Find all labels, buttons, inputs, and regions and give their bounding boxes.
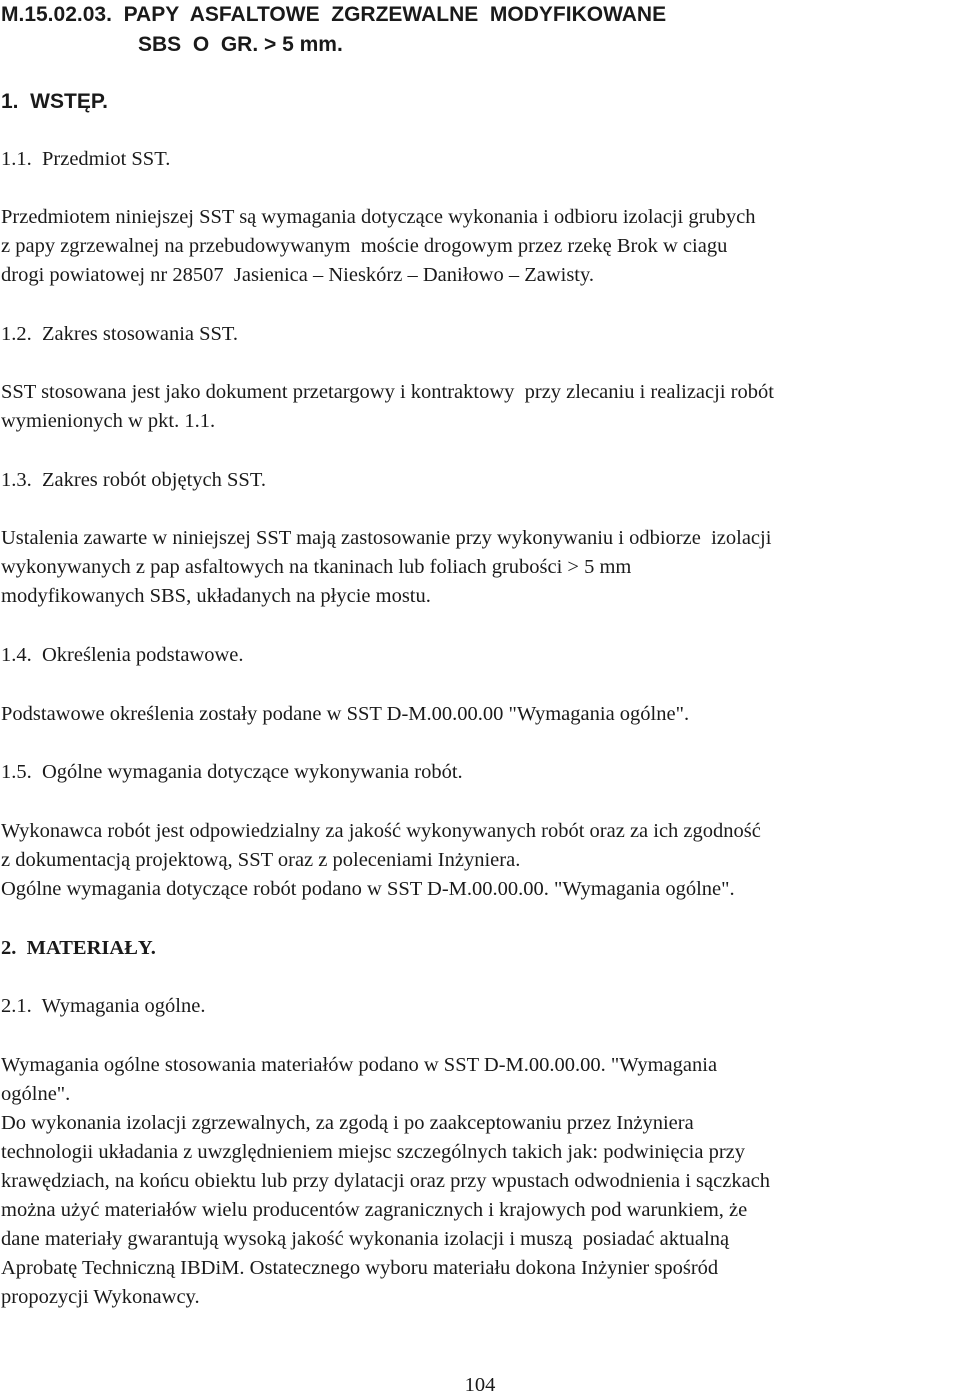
paragraph-line: z papy zgrzewalnej na przebudowywanym moście drogowym przez rzekę Brok w ciagu <box>1 235 728 257</box>
paragraph-line: Ogólne wymagania dotyczące robót podano w SST D-M.00.00.00. "Wymagania ogólne". <box>1 878 735 900</box>
paragraph-line: Aprobatę Techniczną IBDiM. Ostatecznego wyboru materiału dokona Inżynier spośród <box>1 1257 719 1279</box>
section-1-1-heading: 1.1. Przedmiot SST. <box>1 148 171 170</box>
section-1-4-heading: 1.4. Określenia podstawowe. <box>1 644 244 666</box>
paragraph-line: SST stosowana jest jako dokument przetargowy i kontraktowy przy zlecaniu i realizacji robót <box>1 381 774 403</box>
paragraph-line: technologii układania z uwzględnieniem miejsc szczególnych takich jak: podwinięcia przy <box>1 1141 745 1163</box>
paragraph-line: można użyć materiałów wielu producentów zagranicznych i krajowych pod warunkiem, że <box>1 1199 748 1221</box>
paragraph-line: Podstawowe określenia zostały podane w SST D-M.00.00.00 "Wymagania ogólne". <box>1 703 690 725</box>
paragraph-line: Wymagania ogólne stosowania materiałów podano w SST D-M.00.00.00. "Wymagania <box>1 1054 718 1076</box>
paragraph-line: modyfikowanych SBS, układanych na płycie mostu. <box>1 585 431 607</box>
paragraph-line: drogi powiatowej nr 28507 Jasienica – Nieskórz – Daniłowo – Zawisty. <box>1 264 595 286</box>
section-1-heading: 1. WSTĘP. <box>1 90 108 113</box>
page-number: 104 <box>464 1374 496 1396</box>
paragraph-line: Wykonawca robót jest odpowiedzialny za jakość wykonywanych robót oraz za ich zgodność <box>1 820 761 842</box>
paragraph-line: dane materiały gwarantują wysoką jakość wykonania izolacji i muszą posiadać aktualną <box>1 1228 730 1250</box>
paragraph-line: propozycji Wykonawcy. <box>1 1286 200 1308</box>
section-1-3-heading: 1.3. Zakres robót objętych SST. <box>1 469 266 491</box>
document-title-line-1: M.15.02.03. PAPY ASFALTOWE ZGRZEWALNE MODYFIKOWANE <box>1 3 667 26</box>
paragraph-line: wymienionych w pkt. 1.1. <box>1 410 216 432</box>
paragraph-line: Do wykonania izolacji zgrzewalnych, za zgodą i po zaakceptowaniu przez Inżyniera <box>1 1112 694 1134</box>
paragraph-line: ogólne". <box>1 1083 71 1105</box>
paragraph-line: z dokumentacją projektową, SST oraz z poleceniami Inżyniera. <box>1 849 521 871</box>
section-2-heading: 2. MATERIAŁY. <box>1 937 156 959</box>
paragraph-line: krawędziach, na końcu obiektu lub przy dylatacji oraz przy wpustach odwodnienia i sączkach <box>1 1170 771 1192</box>
paragraph-line: Przedmiotem niniejszej SST są wymagania dotyczące wykonania i odbioru izolacji grubych <box>1 206 756 228</box>
document-title-line-2: SBS O GR. > 5 mm. <box>138 33 343 56</box>
section-2-1-heading: 2.1. Wymagania ogólne. <box>1 995 206 1017</box>
section-1-2-heading: 1.2. Zakres stosowania SST. <box>1 323 239 345</box>
paragraph-line: wykonywanych z pap asfaltowych na tkaninach lub foliach grubości > 5 mm <box>1 556 632 578</box>
section-1-5-heading: 1.5. Ogólne wymagania dotyczące wykonywania robót. <box>1 761 463 783</box>
paragraph-line: Ustalenia zawarte w niniejszej SST mają zastosowanie przy wykonywaniu i odbiorze izolacji <box>1 527 772 549</box>
